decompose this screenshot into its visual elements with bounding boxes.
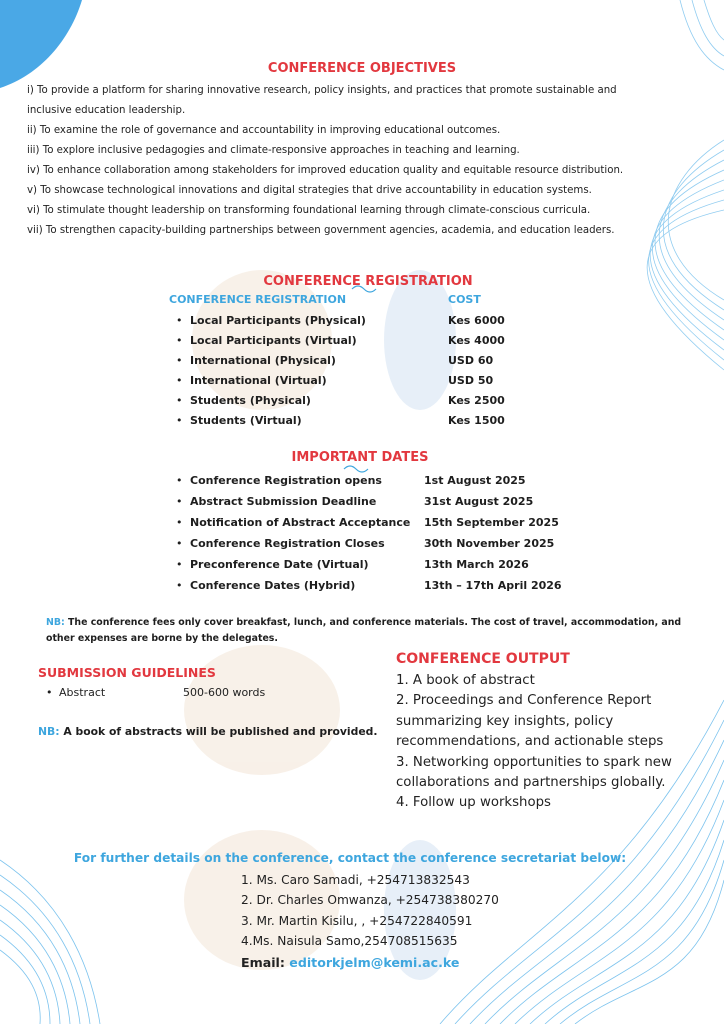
bullet-icon: • (176, 579, 183, 592)
title-squiggle (344, 466, 368, 472)
dates-title: IMPORTANT DATES (291, 450, 429, 465)
contact-person: 3. Mr. Martin Kisilu, , +254722840591 (241, 913, 473, 928)
contact-heading: For further details on the conference, contact the conference secretariat below: (73, 851, 627, 865)
date-row-value: 1st August 2025 (424, 474, 526, 487)
objective-line: iii) To explore inclusive pedagogies and climate-responsive approaches in teaching and learning. (27, 145, 520, 156)
registration-row-cost: Kes 1500 (448, 414, 505, 427)
fees-note (46, 615, 706, 647)
objective-line: iv) To enhance collaboration among stakeholders for improved education quality and equitable resource distribution. (27, 165, 624, 176)
output-line: recommendations, and actionable steps (396, 734, 664, 750)
objective-line: v) To showcase technological innovations and digital strategies that drive accountability in education systems. (27, 185, 592, 196)
bullet-icon: • (176, 314, 183, 327)
date-row-label: Conference Dates (Hybrid) (190, 579, 356, 592)
fees-note-line1: The conference fees only cover breakfast, lunch, and conference materials. The cost of travel, accommodation, and (68, 617, 682, 628)
objective-line: ii) To examine the role of governance and accountability in improving educational outcomes. (27, 125, 501, 136)
bullet-icon: • (176, 334, 183, 347)
output-line: 1. A book of abstract (396, 673, 535, 688)
registration-col-category: CONFERENCE REGISTRATION (169, 293, 347, 306)
contact-list (241, 870, 499, 973)
date-row-label: Preconference Date (Virtual) (190, 558, 369, 571)
date-row-label: Conference Registration opens (190, 474, 382, 487)
submission-note-text: A book of abstracts will be published and provided. (63, 725, 378, 738)
output-line: collaborations and partnerships globally. (396, 775, 666, 791)
date-row-label: Conference Registration Closes (190, 537, 385, 550)
output-line: 3. Networking opportunities to spark new (396, 754, 672, 770)
bullet-icon: • (176, 354, 183, 367)
wave-lines-bottom-left (0, 860, 100, 1024)
objective-line: vii) To strengthen capacity-building partnerships between government agencies, academia, and education leaders. (27, 225, 615, 236)
output-line: 4. Follow up workshops (396, 795, 551, 811)
submission-item-label: Abstract (59, 686, 106, 699)
registration-row-label: International (Virtual) (190, 374, 327, 387)
email-link[interactable]: editorkjelm@kemi.ac.ke (289, 954, 460, 970)
bullet-icon: • (176, 474, 183, 487)
registration-row-label: International (Physical) (190, 354, 336, 367)
registration-row-label: Students (Physical) (190, 394, 311, 407)
submission-item-value: 500-600 words (183, 686, 266, 699)
registration-row-label: Local Participants (Physical) (190, 314, 366, 327)
bullet-icon: • (46, 686, 53, 699)
objective-line: inclusive education leadership. (27, 105, 186, 116)
output-line: 2. Proceedings and Conference Report (396, 693, 652, 709)
bullet-icon: • (176, 374, 183, 387)
output-list (396, 671, 672, 814)
submission-note-prefix: NB: (38, 725, 60, 738)
date-row-label: Notification of Abstract Acceptance (190, 516, 411, 529)
registration-row-cost: USD 50 (448, 374, 494, 387)
contact-person: 2. Dr. Charles Omwanza, +254738380270 (241, 893, 499, 908)
date-row-value: 13th – 17th April 2026 (424, 579, 562, 592)
bullet-icon: • (176, 537, 183, 550)
registration-row-label: Local Participants (Virtual) (190, 334, 357, 347)
output-title: CONFERENCE OUTPUT (396, 651, 570, 667)
submission-title: SUBMISSION GUIDELINES (38, 665, 216, 680)
objectives-title: CONFERENCE OBJECTIVES (267, 61, 457, 76)
registration-col-cost: COST (448, 293, 481, 306)
date-row-label: Abstract Submission Deadline (190, 495, 377, 508)
registration-title: CONFERENCE REGISTRATION (263, 274, 473, 289)
registration-row-label: Students (Virtual) (190, 414, 302, 427)
objective-line: vi) To stimulate thought leadership on transforming foundational learning through climate-conscious curricula. (27, 205, 591, 216)
bullet-icon: • (176, 394, 183, 407)
contact-person: 1. Ms. Caro Samadi, +254713832543 (241, 873, 470, 887)
date-row-value: 15th September 2025 (424, 516, 559, 529)
output-line: summarizing key insights, policy (396, 713, 614, 729)
bullet-icon: • (176, 558, 183, 571)
registration-row-cost: Kes 6000 (448, 314, 505, 327)
date-row-value: 13th March 2026 (424, 558, 529, 571)
objective-line: i) To provide a platform for sharing innovative research, policy insights, and practices that promote sustainable and (27, 85, 617, 96)
bullet-icon: • (176, 516, 183, 529)
date-row-value: 31st August 2025 (424, 495, 534, 508)
bullet-icon: • (176, 414, 183, 427)
submission-note (38, 725, 377, 738)
fees-note-line2: other expenses are borne by the delegates. (46, 633, 278, 644)
contact-person: 4.Ms. Naisula Samo,254708515635 (241, 934, 458, 949)
date-row-value: 30th November 2025 (424, 537, 555, 550)
registration-row-cost: Kes 2500 (448, 394, 505, 407)
registration-row-cost: Kes 4000 (448, 334, 505, 347)
objectives-list (27, 81, 717, 241)
fees-note-prefix: NB: (46, 617, 65, 628)
bullet-icon: • (176, 495, 183, 508)
wave-lines-top-right (680, 0, 724, 70)
registration-row-cost: USD 60 (448, 354, 494, 367)
email-label: Email: (241, 954, 285, 970)
